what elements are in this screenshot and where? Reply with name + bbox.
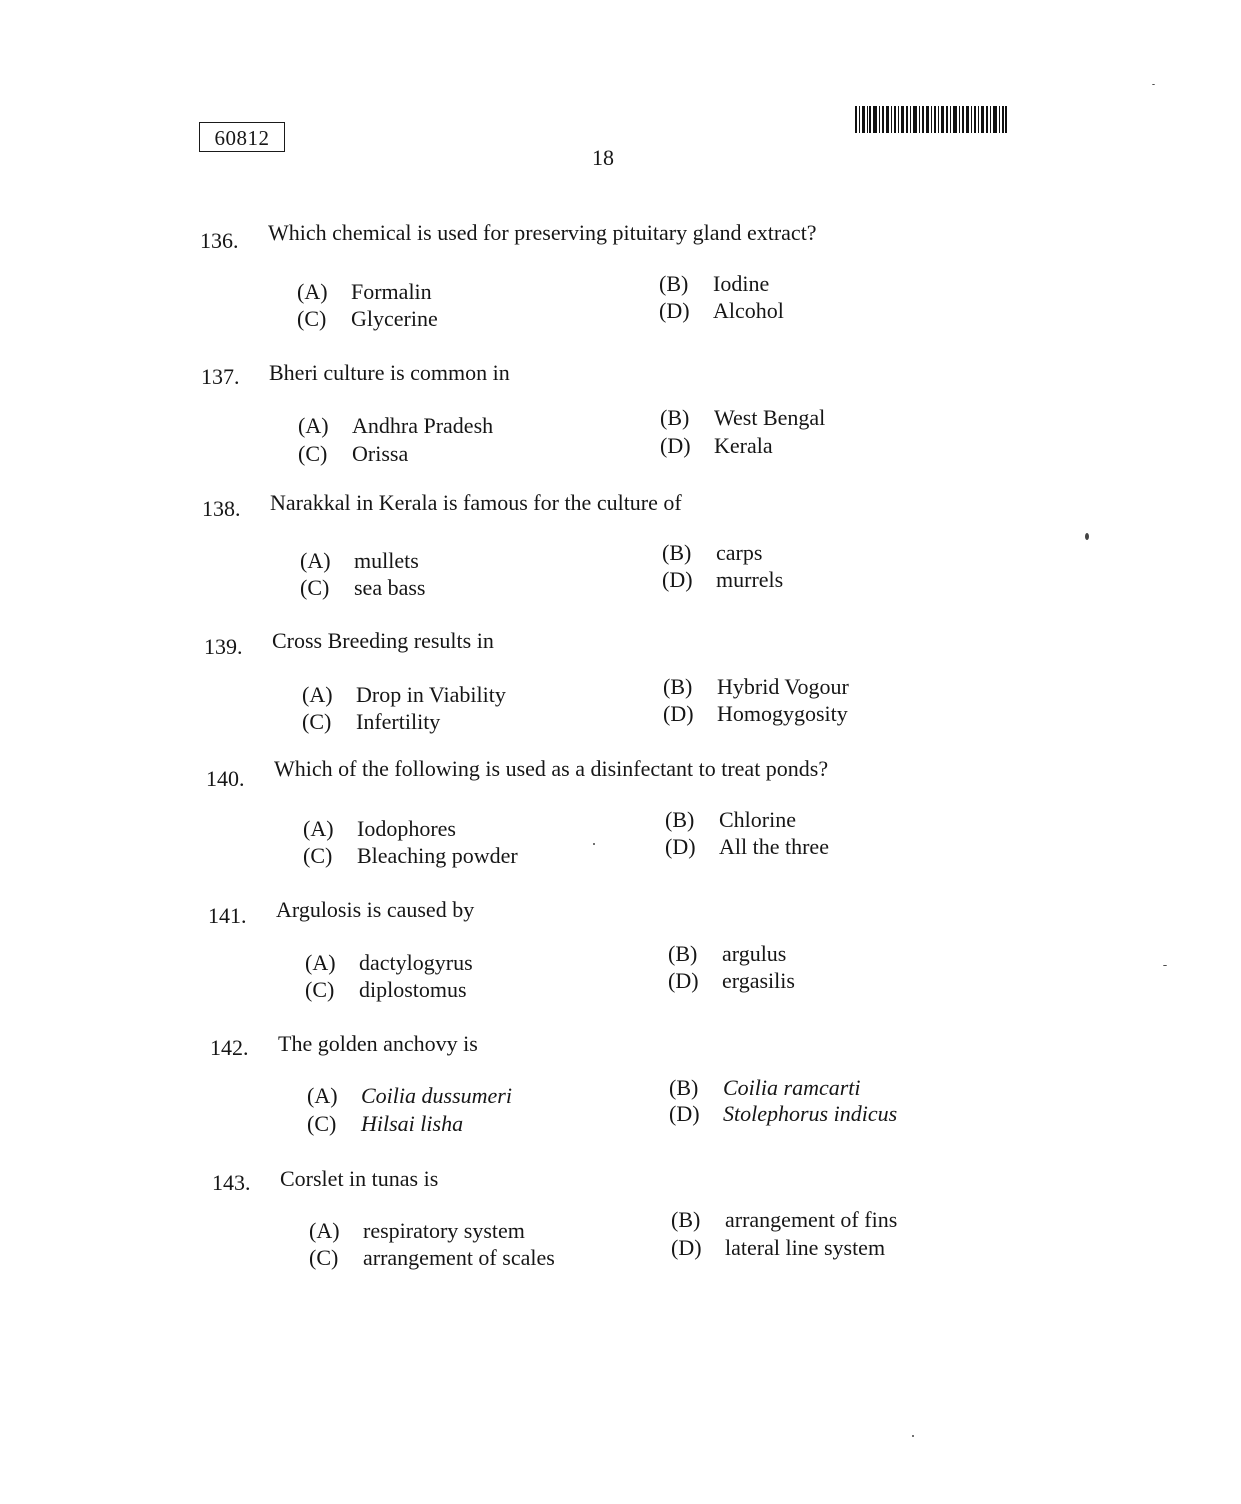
option-a: (A) Coilia dussumeri [307,1083,512,1108]
scan-speck [1163,965,1167,966]
paper-code-box: 60812 [199,122,285,152]
page-number: 18 [592,145,614,170]
option-c: (C) arrangement of scales [309,1245,555,1270]
question-text: Narakkal in Kerala is famous for the culture of [270,490,682,515]
option-b: (B) Hybrid Vogour [663,674,849,699]
option-c: (C) Infertility [302,709,441,734]
option-d: (D) Stolephorus indicus [669,1101,898,1126]
option-b: (B) Chlorine [665,807,796,832]
question-text: Cross Breeding results in [272,628,494,653]
option-d: (D) Alcohol [659,298,784,323]
option-a: (A) respiratory system [309,1218,525,1243]
option-d: (D) lateral line system [671,1235,886,1260]
option-d: (D) Homogygosity [663,701,848,726]
question-number: 141. [208,903,247,928]
option-d: (D) All the three [665,834,829,859]
question-number: 138. [202,496,241,521]
option-d: (D) Kerala [660,433,773,458]
question-text: Corslet in tunas is [280,1166,439,1191]
option-d: (D) ergasilis [668,968,795,993]
question-number: 136. [200,228,239,253]
question-text: Which of the following is used as a disinfectant to treat ponds? [274,756,829,781]
question-number: 139. [204,634,243,659]
option-b: (B) carps [662,540,763,565]
option-b: (B) Coilia ramcarti [669,1075,861,1100]
option-a: (A) mullets [300,548,419,573]
option-b: (B) arrangement of fins [671,1207,898,1232]
question-text: Argulosis is caused by [276,897,475,922]
option-c: (C) diplostomus [305,977,467,1002]
scan-speck [1152,84,1155,85]
scan-speck [912,1435,914,1437]
question-number: 142. [210,1035,249,1060]
option-a: (A) Formalin [297,279,432,304]
option-a: (A) Iodophores [303,816,456,841]
option-b: (B) Iodine [659,271,770,296]
question-text: Bheri culture is common in [269,360,510,385]
option-b: (B) argulus [668,941,787,966]
scan-speck [1085,533,1089,540]
option-c: (C) Glycerine [297,306,438,331]
option-a: (A) Andhra Pradesh [298,413,494,438]
question-text: The golden anchovy is [278,1031,478,1056]
option-d: (D) murrels [662,567,784,592]
option-a: (A) dactylogyrus [305,950,473,975]
question-number: 140. [206,766,245,791]
scan-speck [593,843,595,845]
option-a: (A) Drop in Viability [302,682,506,707]
option-c: (C) Orissa [298,441,409,466]
option-c: (C) Hilsai lisha [307,1111,464,1136]
question-number: 143. [212,1170,251,1195]
barcode-icon [855,106,1007,133]
question-text: Which chemical is used for preserving pituitary gland extract? [268,220,817,245]
option-c: (C) sea bass [300,575,426,600]
option-b: (B) West Bengal [660,405,826,430]
option-c: (C) Bleaching powder [303,843,518,868]
question-number: 137. [201,364,240,389]
